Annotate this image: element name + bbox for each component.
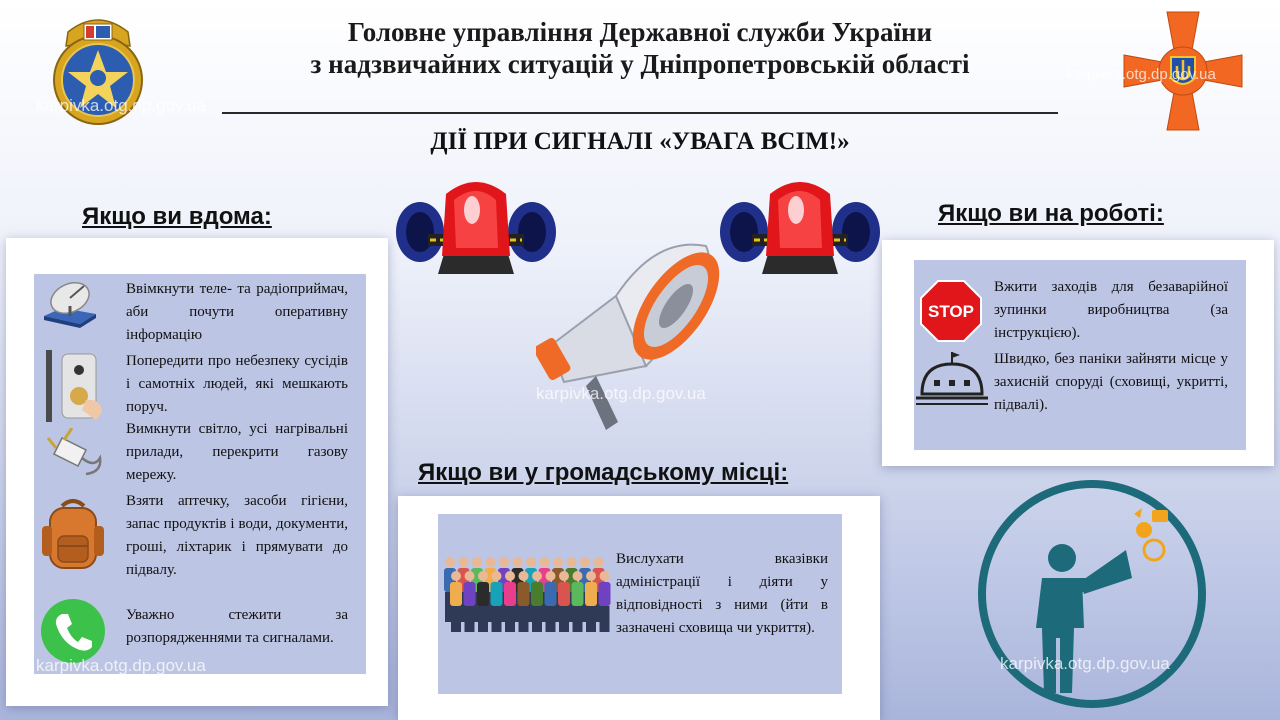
watermark-text: karpivka.otg.dp.gov.ua xyxy=(1000,654,1170,673)
home-item-1-text: Ввімкнути теле- та радіоприймач, аби почути оперативну інформацію xyxy=(126,281,348,343)
dsns-cross-emblem-logo xyxy=(1122,10,1244,132)
stop-sign-icon xyxy=(920,280,982,342)
phone-icon xyxy=(40,598,106,664)
doorbell-icon xyxy=(46,350,104,422)
public-section-heading: Якщо ви у громадському місці: xyxy=(418,459,789,486)
home-item-5-text: Уважно стежити за розпорядженнями та сигналами. xyxy=(126,607,348,646)
public-item-1-text: Вислухати вказівки адміністрації і діяти у відповідності з ними (йти в зазначені сховища чи укриття). xyxy=(616,551,828,636)
home-item-2-text: Попередити про небезпеку сусідів і самотніх людей, які мешкають поруч. xyxy=(126,353,348,415)
power-plug-icon xyxy=(42,428,104,478)
shelter-icon xyxy=(914,350,990,410)
siren-left-icon xyxy=(392,170,560,280)
watermark-text: karpivka.otg.dp.gov.ua xyxy=(1066,66,1216,83)
home-panel xyxy=(6,238,388,706)
speaker-person-icon xyxy=(976,478,1208,710)
backpack-icon xyxy=(40,496,106,572)
watermark-text: karpivka.otg.dp.gov.ua xyxy=(36,656,206,675)
stop-sign-label: STOP xyxy=(928,302,974,321)
watermark-text: karpivka.otg.dp.gov.ua xyxy=(36,96,206,115)
home-item-4-text: Взяти аптечку, засоби гігієни, запас продуктів і води, документи, гроші, ліхтарик і прямувати до підвалу. xyxy=(126,493,348,578)
main-title: ДІЇ ПРИ СИГНАЛІ «УВАГА ВСІМ!» xyxy=(430,128,850,155)
public-panel xyxy=(398,496,880,720)
organization-title-line1: Головне управління Державної служби України xyxy=(347,17,933,47)
satellite-dish-icon xyxy=(40,280,104,334)
siren-right-icon xyxy=(716,170,884,280)
regional-emblem-logo xyxy=(50,12,146,130)
home-item-3-text: Вимкнути світло, усі нагрівальні прилади, перекрити газову мережу. xyxy=(126,421,348,483)
work-section-heading: Якщо ви на роботі: xyxy=(938,200,1164,227)
work-item-2-text: Швидко, без паніки зайняти місце у захисній споруді (сховищі, укритті, підвалі). xyxy=(994,351,1228,413)
header-divider xyxy=(222,112,1058,114)
watermark-text: karpivka.otg.dp.gov.ua xyxy=(536,384,706,403)
megaphone-icon xyxy=(536,236,726,436)
crowd-icon xyxy=(442,548,612,644)
work-panel xyxy=(882,240,1274,466)
work-item-1-text: Вжити заходів для безаварійної зупинки виробництва (за інструкцією). xyxy=(994,279,1228,341)
organization-title-line2: з надзвичайних ситуацій у Дніпропетровській області xyxy=(310,49,970,79)
organization-title xyxy=(160,16,1120,80)
home-section-heading: Якщо ви вдома: xyxy=(82,203,272,230)
